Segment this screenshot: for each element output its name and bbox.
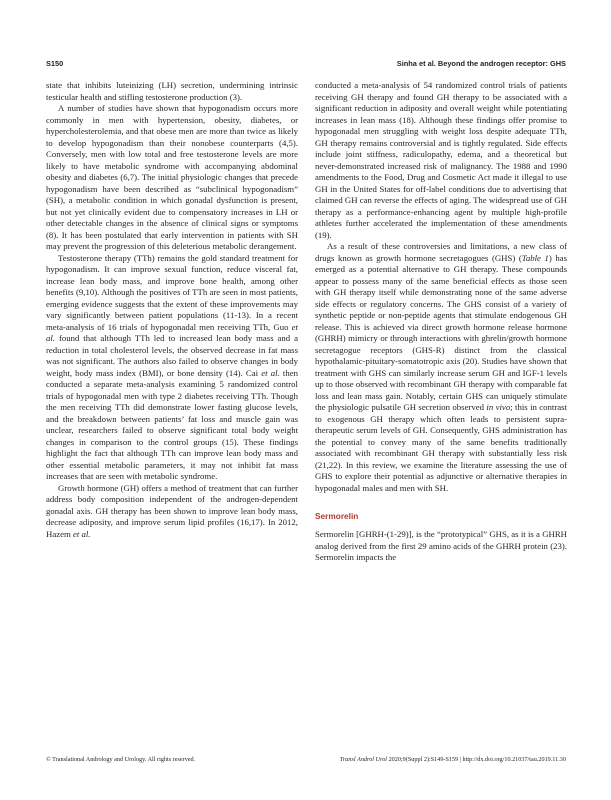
- section-heading: Sermorelin: [315, 511, 359, 521]
- running-title: Sinha et al. Beyond the androgen receptor: GHS: [396, 59, 566, 68]
- paragraph: conducted a meta-analysis of 54 randomized control trials of patients receiving GH therapy and found GH therapy to be associated with a significant reduction in adiposity and overall weight while potentiating increases in lean mass (18). Although these findings offer promise to hypogonadal men struggling with weight loss despite adequate TTh, GH therapy remains controversial and is tightly regulated. Side effects include joint stiffness, radiculopathy, edema, and a theoretical but never-demonstrated increased risk of malignancy. The 1988 and 1990 amendments to the Food, Drug and Cosmetic Act made it illegal to use GH in the United States for off-label conditions due to advertising that claimed GH can reverse the effects of aging. The widespread use of GH therapy as a performance-enhancing agent by multiple high-profile athletes further accelerated the implementation of these amendments (19).: [315, 80, 567, 240]
- paragraph: Growth hormone (GH) offers a method of treatment that can further address body composition independent of the androgen-dependent gonadal axis. GH therapy has been shown to improve lean body mass, decrease adiposity, and improve serum lipid profiles (16,17). In 2012, Hazem et al.: [46, 482, 298, 539]
- page-number: S150: [46, 59, 64, 68]
- right-column: [315, 80, 567, 564]
- paragraph: As a result of these controversies and limitations, a new class of drugs known as growth hormone secretagogues (GHS) (Table 1) has emerged as a potential alternative to GH therapy. These compounds appear to possess many of the same beneficial effects as those seen with GH therapy itself while demonstrating none of the same adverse side effects or regulatory concerns. The GHS consist of a variety of synthetic peptide or non-peptide agents that stimulate endogenous GH release. This is achieved via direct growth hormone release hormone (GHRH) mimicry or through interactions with ghrelin/growth hormone secretagogue receptors (GHS-R) distinct from the classical hypothalamic-pituitary-somatotropic axis (20). Studies have shown that treatment with GHS can similarly increase serum GH and IGF-1 levels up to those observed with recombinant GH therapy with comparable fat loss and lean mass gain. Notably, certain GHS can uniquely stimulate the physiologic pulsatile GH secretion observed in vivo; this in contrast to exogenous GH therapy which often leads to persistent supra-therapeutic serum levels of GH. Consequently, GHS administration has the potential to convey many of the same benefits traditionally associated with recombinant GH therapy with substantially less risk (21,22). In this review, we examine the literature assessing the use of GHS to explore their potential as adjunctive or alternative therapies in hypogonadal males and men with SH.: [315, 241, 567, 493]
- paragraph: Testosterone therapy (TTh) remains the gold standard treatment for hypogonadism. It can improve sexual function, reduce visceral fat, increase lean body mass, and improve bone health, among other benefits (9,10). Although the positives of TTh are seen in most patients, emerging evidence suggests that the extent of these improvements may vary significantly between patient populations (11-13). In a recent meta-analysis of 16 trials of hypogonadal men receiving TTh, Guo et al. found that although TTh led to increased lean body mass and a reduction in total cholesterol levels, the observed decrease in fat mass was not significant. The authors also failed to observe changes in body weight, body mass index (BMI), or bone density (14). Cai et al. then conducted a separate meta-analysis examining 5 randomized control trials of hypogonadal men with type 2 diabetes receiving TTh. Though the men receiving TTh did demonstrate lower fasting glucose levels, and the breakdown between patients’ fat loss and muscle gain was unclear, researchers failed to observe significant total body weight changes in comparison to the control groups (15). These findings highlight the fact that although TTh can improve lean body mass and other essential metabolic parameters, it may not inhibit fat mass increases that are seen with metabolic syndrome.: [46, 252, 298, 481]
- copyright-notice: © Translational Andrology and Urology. All rights reserved.: [46, 756, 196, 763]
- paragraph: state that inhibits luteinizing (LH) secretion, undermining intrinsic testicular health and stifling testosterone production (3).: [46, 80, 298, 102]
- journal-citation: Transl Androl Urol 2020;9(Suppl 2):S149-S159 | http://dx.doi.org/10.21037/tau.2019.11.30: [339, 756, 566, 763]
- left-column: [46, 80, 298, 540]
- paragraph: A number of studies have shown that hypogonadism occurs more commonly in men with hypertension, obesity, diabetes, or hypercholesterolemia, and that obese men are more than twice as likely to develop hypogonadism than their nonobese counterparts (4,5). Conversely, men with low total and free testosterone levels are more likely to have metabolic syndrome with accompanying abdominal obesity and diabetes (6,7). The initial physiologic changes that precede hypogonadism have been described as “subclinical hypogonadism” (SH), a metabolic condition in which gonadal dysfunction is present, but not yet clinically evident due to compensatory increases in LH or other detectable changes in the absence of clinical signs or symptoms (8). It has been postulated that early intervention in patients with SH may prevent the progression of this deleterious metabolic derangement.: [46, 103, 298, 251]
- section-paragraph: Sermorelin [GHRH-(1-29)], is the “prototypical” GHS, as it is a GHRH analog derived from the first 29 amino acids of the GHRH protein (23). Sermorelin impacts the: [315, 529, 567, 562]
